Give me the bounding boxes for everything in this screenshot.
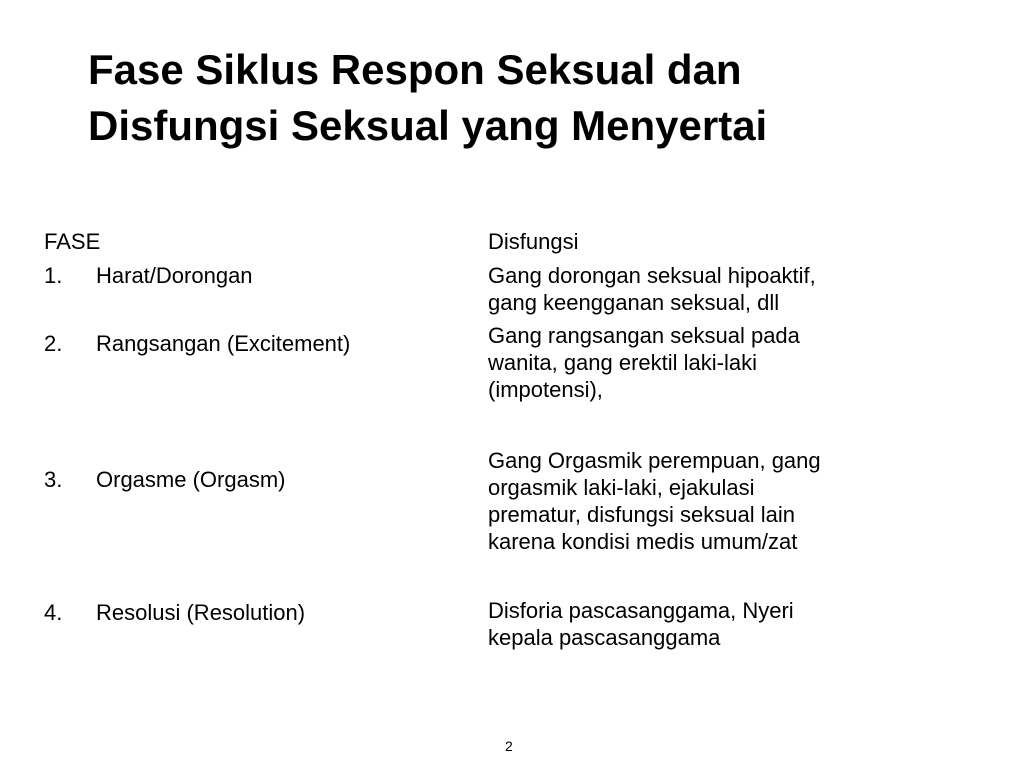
phase-number: 1. — [44, 263, 63, 288]
dysfunction-line: prematur, disfungsi seksual lain — [488, 502, 795, 527]
slide-title-line: Fase Siklus Respon Seksual dan — [88, 46, 742, 93]
phase-item — [44, 466, 285, 493]
phase-item — [44, 330, 350, 357]
dysfunction-item — [488, 447, 908, 555]
phase-label: Harat/Dorongan — [96, 263, 253, 288]
phase-item — [44, 599, 305, 626]
dysfunction-item — [488, 597, 908, 651]
phase-item — [44, 262, 253, 289]
dysfunction-line: kepala pascasanggama — [488, 625, 721, 650]
slide-title — [88, 42, 988, 154]
dysfunction-line: wanita, gang erektil laki-laki — [488, 350, 758, 375]
dysfunction-line: karena kondisi medis umum/zat — [488, 529, 798, 554]
dysfunction-line: orgasmik laki-laki, ejakulasi — [488, 475, 755, 500]
dysfunction-line: Disforia pascasanggama, Nyeri — [488, 598, 794, 623]
dysfunction-line: gang keengganan seksual, dll — [488, 290, 780, 315]
dysfunction-item — [488, 262, 908, 316]
dysfunction-line: (impotensi), — [488, 377, 603, 402]
phase-label: Resolusi (Resolution) — [96, 600, 306, 625]
dysfunction-line: Gang rangsangan seksual pada — [488, 323, 800, 348]
phase-label: Rangsangan (Excitement) — [96, 331, 351, 356]
dysfunction-line: Gang dorongan seksual hipoaktif, — [488, 263, 816, 288]
dysfunction-line: Gang Orgasmik perempuan, gang — [488, 448, 821, 473]
slide-title-line: Disfungsi Seksual yang Menyertai — [88, 102, 768, 149]
dysfunction-item — [488, 322, 908, 403]
phase-label: Orgasme (Orgasm) — [96, 467, 286, 492]
dysfunction-column-header: Disfungsi — [488, 229, 579, 254]
phase-number: 3. — [44, 467, 63, 492]
phase-number: 4. — [44, 600, 63, 625]
phase-number: 2. — [44, 331, 63, 356]
phase-column-header: FASE — [44, 229, 101, 254]
page-number: 2 — [505, 738, 513, 754]
